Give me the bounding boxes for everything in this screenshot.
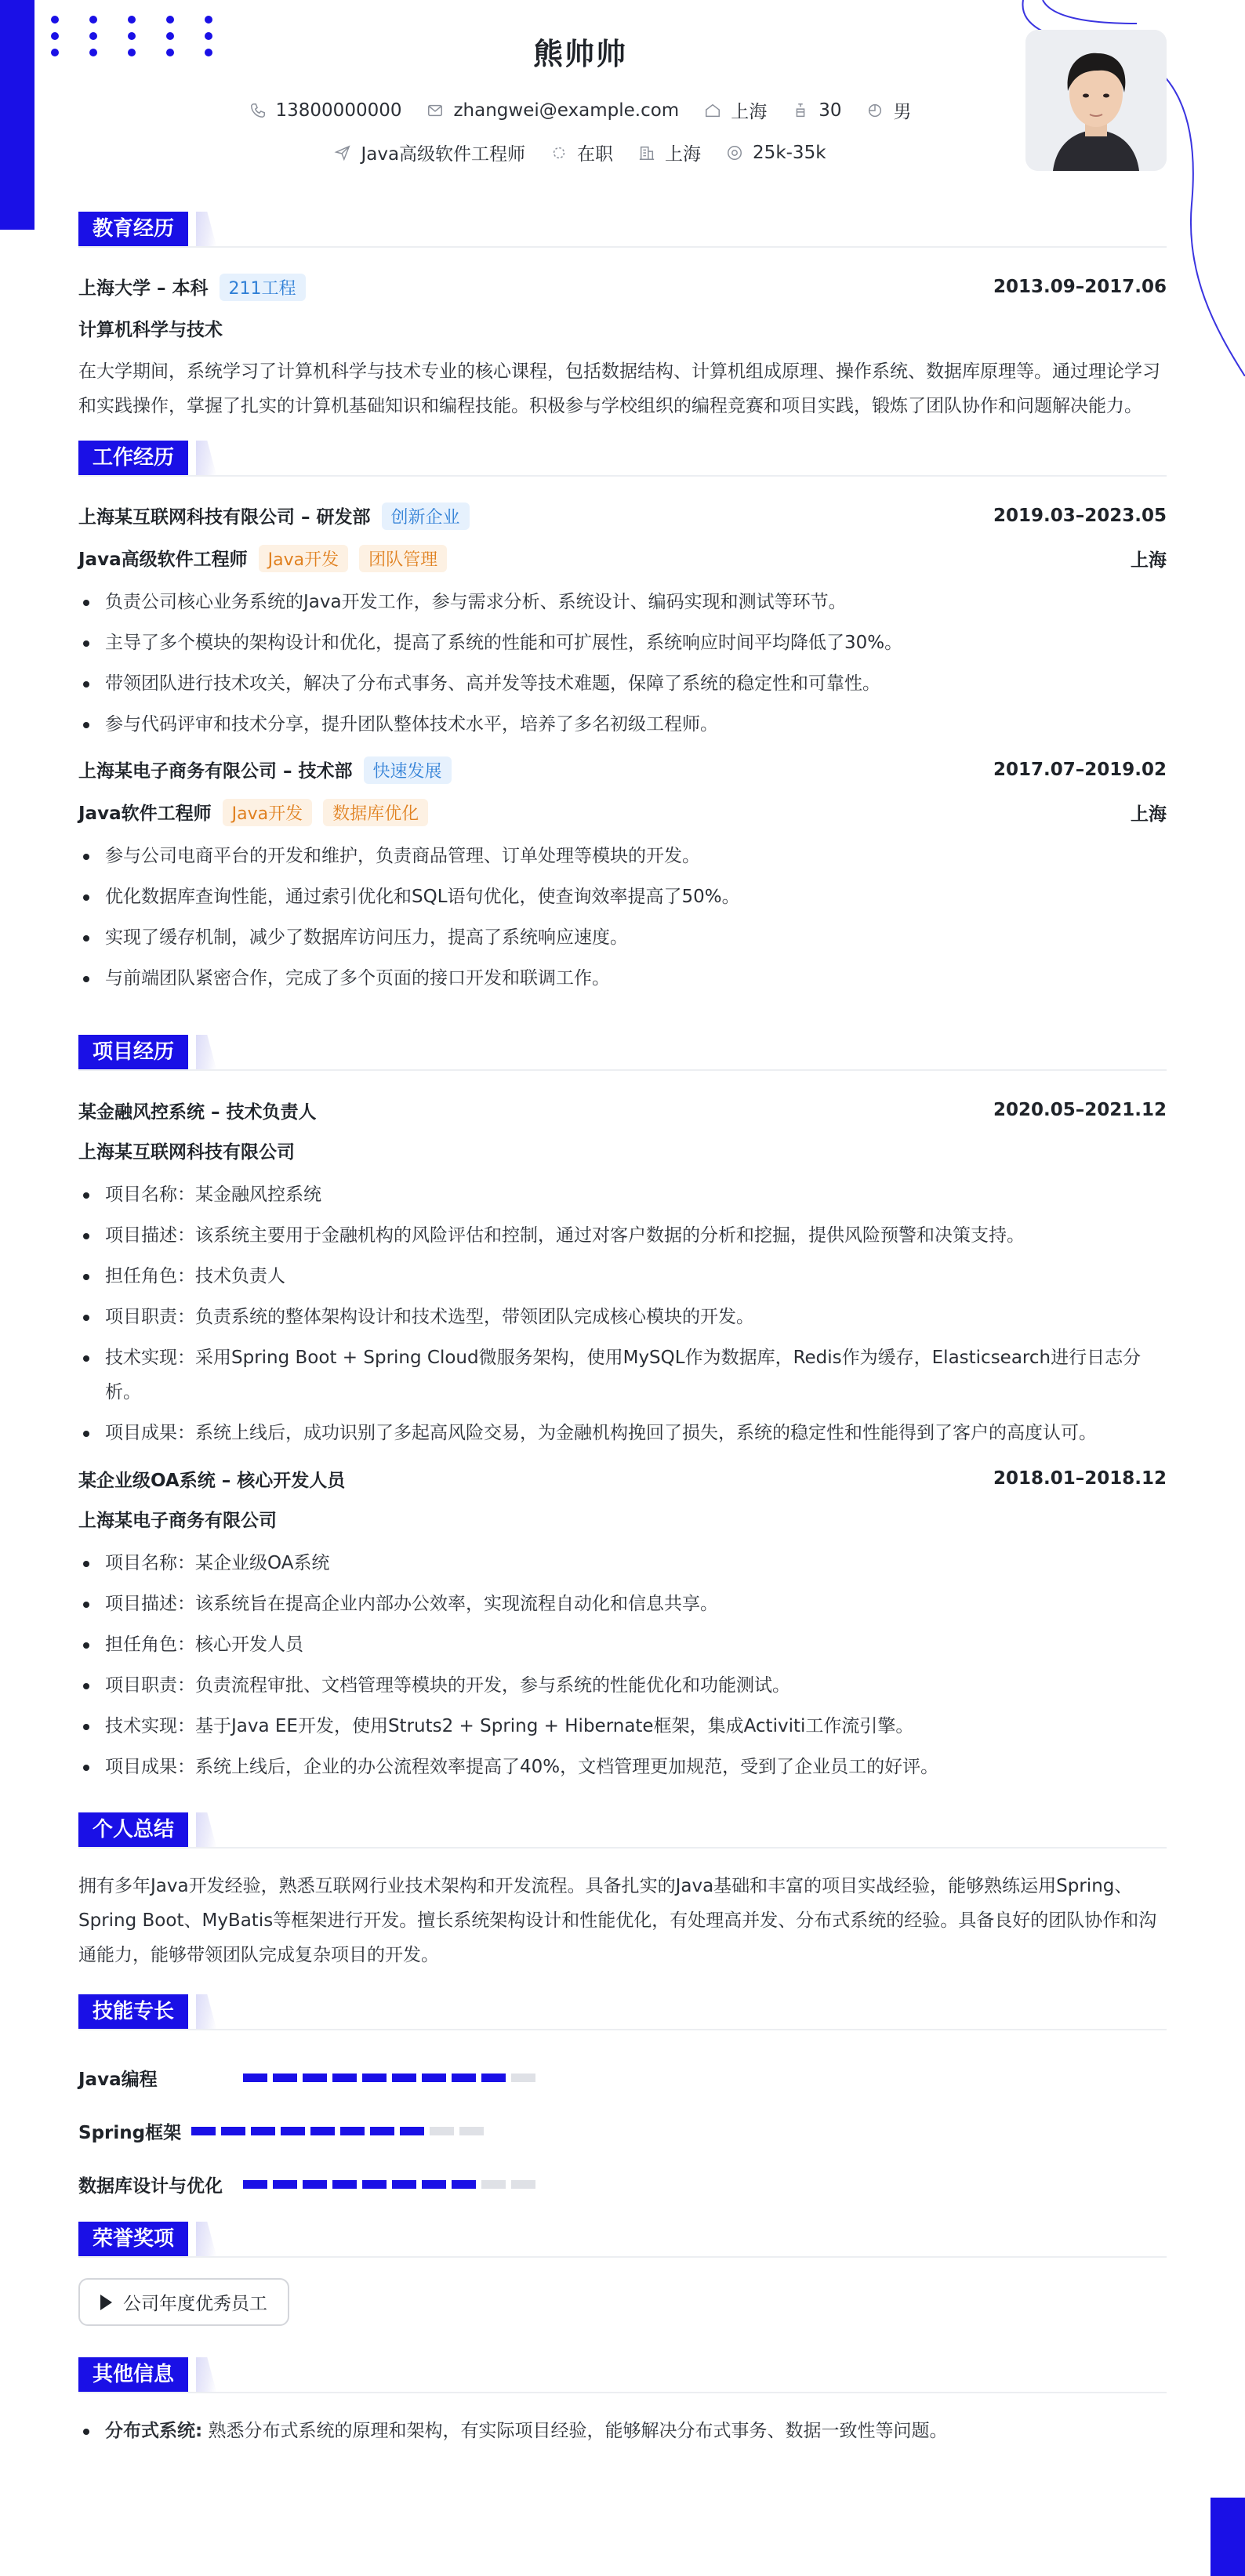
skill-level-bar [243,2073,535,2082]
company-tag: 创新企业 [382,503,470,530]
skill-level-filled [273,2073,297,2082]
skill-level-filled [243,2180,267,2189]
list-item: 主导了多个模块的架构设计和优化，提高了系统的性能和可扩展性，系统响应时间平均降低了30%。 [78,626,1167,660]
city-text: 上海 [731,102,768,122]
home-icon [704,102,721,119]
project-name: 某金融风控系统 – 技术负责人 [78,1101,317,1123]
section-divider [78,246,1167,248]
section-header [78,2222,1167,2258]
section-title-tail [196,212,216,246]
project-bullets [78,1546,1167,1784]
skill-level-empty [430,2127,454,2135]
skill-level-filled [221,2127,245,2135]
decorative-bar-right [1211,2498,1245,2576]
section-title: 技能专长 [78,1994,188,2029]
award-label: 公司年度优秀员工 [123,2294,267,2314]
skill-level-empty [511,2073,535,2082]
job-row [78,140,1082,165]
building-icon [638,144,655,161]
education-date: 2013.09–2017.06 [993,277,1167,297]
company-tag: 快速发展 [364,756,452,784]
skill-level-filled [370,2127,394,2135]
skill-tag: Java开发 [259,545,348,572]
list-item: 带领团队进行技术攻关，解决了分布式事务、高并发等技术难题，保障了系统的稳定性和可靠性。 [78,666,1167,701]
company-name: 上海某电子商务有限公司 – 技术部 [78,760,353,782]
project-date: 2020.05–2021.12 [993,1100,1167,1120]
skill-level-filled [400,2127,424,2135]
decorative-bar [0,0,34,230]
list-item: 项目成果：系统上线后，成功识别了多起高风险交易，为金融机构挽回了损失，系统的稳定性和性能得到了客户的高度认可。 [78,1416,1167,1450]
project-name: 某企业级OA系统 – 核心开发人员 [78,1470,346,1491]
skill-level-empty [481,2180,506,2189]
project-item [78,1091,1167,1450]
work-city-text: 上海 [665,144,702,165]
skill-level-filled [340,2127,365,2135]
skill-name: Spring框架 [78,2122,182,2143]
project-company: 上海某互联网科技有限公司 [78,1142,295,1163]
section-divider [78,2392,1167,2393]
section-title: 荣誉奖项 [78,2222,188,2256]
position-name: Java软件工程师 [78,803,212,824]
skill-level-filled [452,2180,476,2189]
project-title-row [78,1091,1167,1129]
job-title-item [334,140,525,165]
play-icon [100,2295,112,2310]
skill-level-filled [332,2073,357,2082]
section-title-tail [196,2222,216,2256]
list-item: 担任角色：核心开发人员 [78,1627,1167,1662]
skill-level-filled [281,2127,305,2135]
section-title: 其他信息 [78,2357,188,2392]
skill-item [78,2157,633,2211]
list-item: 项目名称：某金融风控系统 [78,1177,1167,1212]
section-header [78,212,1167,248]
section-skills [78,1994,1167,2211]
skill-level-filled [422,2180,446,2189]
job-title-text: Java高级软件工程师 [361,144,526,165]
skill-item [78,2051,633,2104]
work-date: 2017.07–2019.02 [993,760,1167,780]
list-item: 负责公司核心业务系统的Java开发工作，参与需求分析、系统设计、编码实现和测试等环节。 [78,585,1167,619]
skill-level-filled [243,2073,267,2082]
project-bullets [78,1177,1167,1450]
list-item: 项目职责：负责流程审批、文档管理等模块的开发，参与系统的性能优化和功能测试。 [78,1668,1167,1703]
award-item[interactable] [78,2278,289,2326]
skill-level-bar [243,2180,535,2189]
list-item: 优化数据库查询性能，通过索引优化和SQL语句优化，使查询效率提高了50%。 [78,880,1167,914]
work-company-row [78,751,1167,789]
section-divider [78,475,1167,477]
age-text: 30 [819,100,842,121]
skill-tag: 数据库优化 [323,799,428,826]
resume-page [78,0,1167,2454]
list-item: 参与公司电商平台的开发和维护，负责商品管理、订单处理等模块的开发。 [78,839,1167,873]
school-tag: 211工程 [220,274,306,301]
gender-text: 男 [893,102,912,122]
work-position-row [78,789,1167,836]
skill-level-filled [481,2073,506,2082]
mail-icon [426,102,444,119]
skill-level-filled [362,2073,387,2082]
list-item: 技术实现：采用Spring Boot + Spring Cloud微服务架构，使用MySQL作为数据库，Redis作为缓存，Elasticsearch进行日志分析。 [78,1341,1167,1410]
list-item: 项目职责：负责系统的整体架构设计和技术选型，带领团队完成核心模块的开发。 [78,1300,1167,1334]
email-item [426,97,679,123]
section-header [78,1994,1167,2030]
skill-level-filled [303,2073,327,2082]
skill-level-filled [191,2127,216,2135]
skill-level-filled [251,2127,275,2135]
list-item: 担任角色：技术负责人 [78,1259,1167,1293]
work-location: 上海 [1131,550,1167,571]
section-title-tail [196,1812,216,1847]
skill-level-filled [332,2180,357,2189]
section-title-tail [196,441,216,475]
summary-text: 拥有多年Java开发经验，熟悉互联网行业技术架构和开发流程。具备扎实的Java基础和丰富的项目实战经验，能够熟练运用Spring、Spring Boot、MyBatis等框架进行开发。擅长系统架构设计和性能优化，有处理高并发、分布式系统的经验。具备良好的团队协作和沟通能力，能够带领团队完成复杂项目的开发。 [78,1876,1157,1965]
salary-item [726,140,826,165]
skill-name: 数据库设计与优化 [78,2175,223,2197]
section-summary [78,1812,1167,1972]
work-company-row [78,497,1167,535]
section-header [78,1812,1167,1849]
skill-level-filled [310,2127,335,2135]
work-date: 2019.03–2023.05 [993,506,1167,526]
city-item [704,97,767,123]
section-title-tail [196,2357,216,2392]
work-position-row [78,535,1167,582]
section-divider [78,1069,1167,1071]
other-label: 分布式系统: [105,2421,203,2441]
project-date: 2018.01–2018.12 [993,1468,1167,1489]
salary-text: 25k-35k [753,142,826,163]
skill-list [78,2051,1167,2211]
school-name: 上海大学 – 本科 [78,278,209,299]
send-icon [334,144,351,161]
section-title-tail [196,1035,216,1069]
section-divider [78,2029,1167,2030]
project-title-row [78,1460,1167,1497]
skill-tag: Java开发 [223,799,312,826]
phone-text: 13800000000 [275,100,402,121]
skill-level-filled [362,2180,387,2189]
section-divider [78,1847,1167,1849]
list-item [78,2414,1167,2448]
email-text: zhangwei@example.com [453,100,680,121]
work-city-item [638,140,701,165]
skill-level-filled [273,2180,297,2189]
section-divider [78,2256,1167,2258]
major-name: 计算机科学与技术 [78,320,223,340]
work-bullets [78,839,1167,996]
list-item: 项目描述：该系统旨在提高企业内部办公效率，实现流程自动化和信息共享。 [78,1587,1167,1621]
list-item: 与前端团队紧密合作，完成了多个页面的接口开发和联调工作。 [78,961,1167,996]
list-item: 参与代码评审和技术分享，提升团队整体技术水平，培养了多名初级工程师。 [78,707,1167,742]
section-header [78,1035,1167,1071]
section-title: 个人总结 [78,1812,188,1847]
list-item: 技术实现：基于Java EE开发，使用Struts2 + Spring + Hibernate框架，集成Activiti工作流引擎。 [78,1709,1167,1743]
section-work [78,441,1167,996]
project-item [78,1460,1167,1784]
skill-level-empty [459,2127,484,2135]
work-location: 上海 [1131,804,1167,825]
section-other [78,2357,1167,2448]
age-item [792,97,841,123]
section-title: 项目经历 [78,1035,188,1069]
list-item: 项目描述：该系统主要用于金融机构的风险评估和控制，通过对客户数据的分析和挖掘，提供风险预警和决策支持。 [78,1218,1167,1253]
skill-level-bar [191,2127,484,2135]
skill-level-filled [303,2180,327,2189]
age-icon [792,102,809,119]
job-status-text: 在职 [577,144,614,165]
company-name: 上海某互联网科技有限公司 – 研发部 [78,506,371,528]
skill-tag: 团队管理 [359,545,447,572]
gender-item [866,97,911,123]
section-header [78,2357,1167,2393]
status-icon [550,144,568,161]
section-projects [78,1035,1167,1784]
section-header [78,441,1167,477]
contact-row [78,97,1082,123]
avatar-portrait [1025,30,1167,171]
phone-item [249,97,402,123]
position-name: Java高级软件工程师 [78,549,248,570]
section-title-tail [196,1994,216,2029]
work-bullets [78,585,1167,742]
skill-level-filled [392,2073,416,2082]
project-company: 上海某电子商务有限公司 [78,1511,277,1531]
skill-level-filled [452,2073,476,2082]
section-title: 教育经历 [78,212,188,246]
skill-level-filled [422,2073,446,2082]
education-row [78,268,1167,306]
other-text: 熟悉分布式系统的原理和架构，有实际项目经验，能够解决分布式事务、数据一致性等问题。 [208,2421,948,2441]
candidate-name: 熊帅帅 [532,37,627,71]
skill-level-empty [511,2180,535,2189]
skill-name: Java编程 [78,2069,158,2090]
other-list [78,2414,1167,2448]
work-item [78,497,1167,742]
avatar [1025,30,1167,171]
job-status-item [550,140,613,165]
gender-icon [866,102,884,119]
salary-icon [726,144,743,161]
resume-header [78,0,1167,212]
section-title: 工作经历 [78,441,188,475]
education-description: 在大学期间，系统学习了计算机科学与技术专业的核心课程，包括数据结构、计算机组成原理、操作系统、数据库原理等。通过理论学习和实践操作，掌握了扎实的计算机基础知识和编程技能。积极参与学校组织的编程竞赛和项目实践，锻炼了团队协作和问题解决能力。 [78,361,1160,416]
phone-icon [249,102,267,119]
section-awards [78,2222,1167,2326]
skill-level-filled [392,2180,416,2189]
list-item: 项目名称：某企业级OA系统 [78,1546,1167,1580]
work-item [78,751,1167,996]
section-education [78,212,1167,423]
list-item: 项目成果：系统上线后，企业的办公流程效率提高了40%，文档管理更加规范，受到了企业员工的好评。 [78,1750,1167,1784]
list-item: 实现了缓存机制，减少了数据库访问压力，提高了系统响应速度。 [78,920,1167,955]
skill-item [78,2104,633,2157]
